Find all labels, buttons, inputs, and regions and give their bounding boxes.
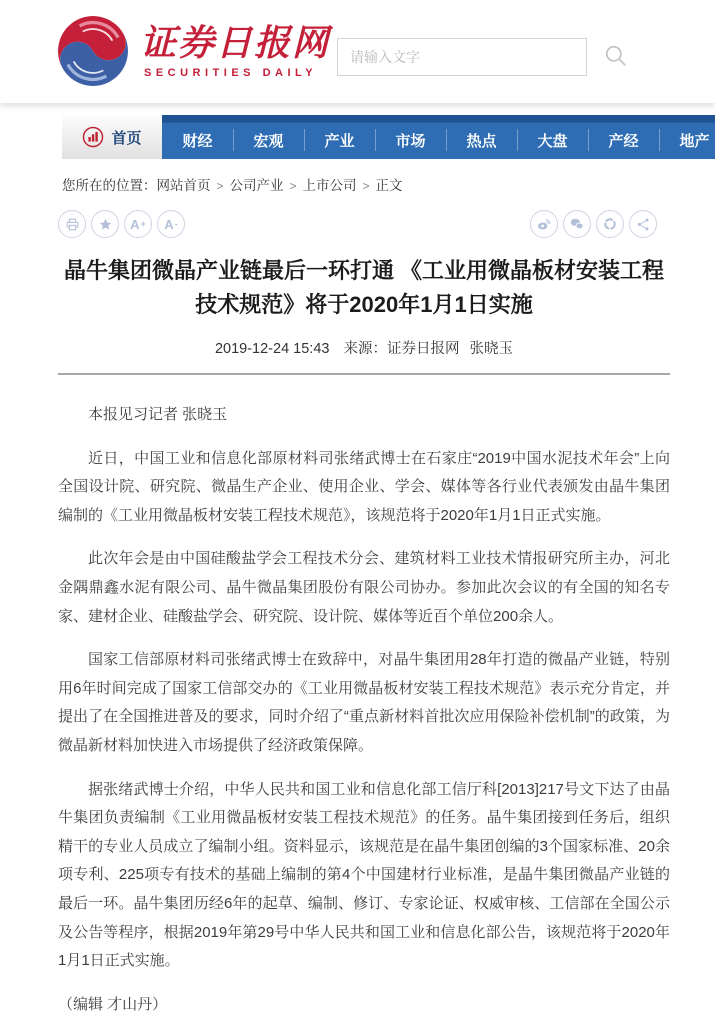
nav-tab-label: 财经 — [182, 132, 213, 150]
font-increase-button[interactable]: A + — [124, 210, 152, 238]
article-paragraph: 据张绪武博士介绍，中华人民共和国工业和信息化部工信厅科[2013]217号文下达了由晶牛集团负责编制《工业用微晶板材安装工程技术规范》的任务。晶牛集团接到任务后，组织精干的专业人员成立了编制小组。资料显示，该规范是在晶牛集团创编的3个国家标准、20余项专利、225项专有技术的基础上编制的第4个中国建材行业标准，是晶牛集团微晶产业链的最后一环。晶牛集团历经6年的起草、编制、修订、专家论证、权威审核、工信部在全国公示及公告等程序，根据2019年第29号中华人民共和国工业和信息化部公告，该规范将于2020年1月1日正式实施。 — [58, 780, 670, 970]
logo-swirl-icon — [52, 12, 134, 90]
search-icon — [603, 43, 629, 69]
article-paragraph: 国家工信部原材料司张绪武博士在致辞中，对晶牛集团用28年打造的微晶产业链，特别用6年时间完成了国家工信部交办的《工业用微晶板材安装工程技术规范》表示充分肯定，并提出了在全国推进普及的要求，同时介绍了“重点新材料首批次应用保险补偿机制”的政策，为微晶新材料加快进入市场提供了经济政策保障。 — [58, 651, 670, 754]
nav-tab-hotspot[interactable] — [446, 115, 517, 159]
article-body — [58, 401, 670, 1019]
nav-tab-label: 热点 — [466, 132, 497, 150]
share-icon — [636, 217, 651, 232]
breadcrumb-separator: > — [289, 179, 297, 193]
wechat-icon — [569, 216, 585, 232]
toolbar-left — [58, 210, 185, 238]
article — [58, 254, 670, 1019]
main-nav — [62, 115, 715, 159]
share-qzone-button[interactable] — [596, 210, 624, 238]
font-decrease-label: A — [164, 216, 174, 232]
meta-divider — [58, 373, 670, 375]
breadcrumb-separator: > — [362, 179, 370, 193]
share-wechat-button[interactable] — [563, 210, 591, 238]
site-logo[interactable] — [52, 12, 330, 90]
qzone-icon — [602, 216, 618, 232]
search-input[interactable] — [337, 38, 587, 76]
nav-tab-label: 宏观 — [253, 132, 284, 150]
share-more-button[interactable] — [629, 210, 657, 238]
nav-tab-label: 市场 — [395, 132, 426, 150]
breadcrumb-prefix: 您所在的位置： — [62, 178, 157, 193]
nav-tab-label: 首页 — [111, 129, 142, 147]
search-bar — [337, 38, 632, 76]
nav-tab-label: 地产 — [679, 132, 710, 150]
article-toolbar — [58, 210, 657, 238]
printer-icon — [65, 217, 80, 232]
breadcrumb-link[interactable]: 网站首页 — [156, 178, 211, 193]
breadcrumb-link[interactable]: 公司产业 — [229, 178, 284, 193]
article-paragraph: （编辑 才山丹） — [58, 995, 168, 1013]
article-author: 张晓玉 — [469, 341, 514, 357]
breadcrumb-separator: > — [216, 179, 224, 193]
site-header — [0, 0, 715, 103]
breadcrumb-link[interactable]: 上市公司 — [302, 178, 357, 193]
nav-tab-label: 产业 — [324, 132, 355, 150]
share-weibo-button[interactable] — [530, 210, 558, 238]
article-paragraph: 本报见习记者 张晓玉 — [88, 406, 228, 423]
logo-text — [140, 23, 330, 79]
font-decrease-button[interactable]: A - — [157, 210, 185, 238]
nav-tab-chanjing[interactable] — [588, 115, 659, 159]
font-increase-label: A — [130, 216, 140, 232]
nav-tab-dichan[interactable] — [659, 115, 715, 159]
article-paragraph: 此次年会是由中国硅酸盐学会工程技术分会、建筑材料工业技术情报研究所主办，河北金隅鼎鑫水泥有限公司、晶牛微晶集团股份有限公司协办。参加此次会议的有全国的知名专家、建材企业、硅酸盐学会、研究院、设计院、媒体等近百个单位200余人。 — [58, 550, 670, 625]
weibo-icon — [536, 216, 552, 232]
favorite-button[interactable] — [91, 210, 119, 238]
nav-tab-label: 大盘 — [537, 132, 568, 150]
article-title: 晶牛集团微晶产业链最后一环打通 《工业用微晶板材安装工程技术规范》将于2020年1月1日实施 — [63, 258, 665, 317]
nav-tab-dapan[interactable] — [517, 115, 588, 159]
star-icon — [98, 217, 113, 232]
toolbar-right — [530, 210, 657, 238]
nav-tab-label: 产经 — [608, 132, 639, 150]
article-meta — [58, 337, 670, 358]
article-paragraph: 近日，中国工业和信息化部原材料司张绪武博士在石家庄“2019中国水泥技术年会”上向全国设计院、研究院、微晶生产企业、使用企业、学会、媒体等各行业代表颁发由晶牛集团编制的《工业用微晶板材安装工程技术规范》，该规范将于2020年1月1日正式实施。 — [58, 449, 670, 524]
nav-tab-home[interactable] — [62, 115, 162, 159]
print-button[interactable] — [58, 210, 86, 238]
breadcrumb-link[interactable]: 正文 — [375, 178, 403, 193]
article-source: 来源：证券日报网 — [343, 341, 460, 357]
breadcrumb — [62, 174, 715, 194]
bar-chart-icon — [82, 126, 104, 148]
nav-tab-finance[interactable] — [162, 115, 233, 159]
search-button[interactable] — [600, 41, 632, 73]
nav-tab-industry[interactable] — [304, 115, 375, 159]
site-name-en: SECURITIES DAILY — [144, 67, 318, 79]
nav-tab-market[interactable] — [375, 115, 446, 159]
article-date: 2019-12-24 15:43 — [214, 341, 330, 357]
site-name-cn: 证券日报网 — [140, 23, 331, 63]
nav-tab-macro[interactable] — [233, 115, 304, 159]
